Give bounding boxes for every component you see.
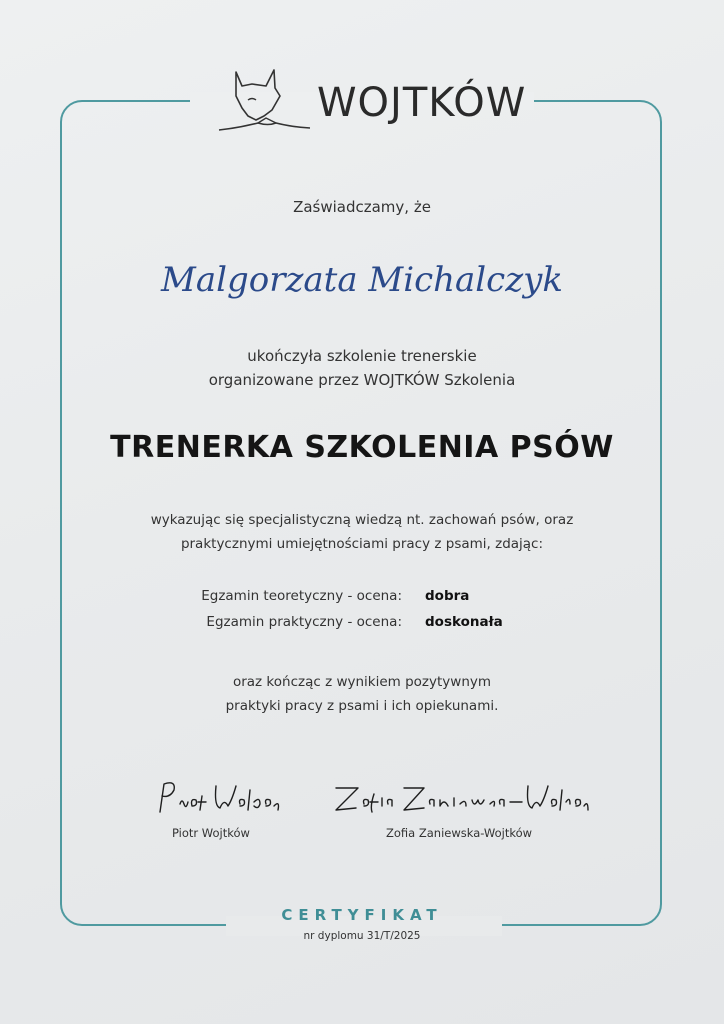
signatory-name: Zofia Zaniewska-Wojtków [386,826,533,840]
diploma-number: nr dyplomu 31/T/2025 [303,930,421,942]
exam-row [0,614,724,640]
description-line: wykazując się specjalistyczną wiedzą nt. zachowań psów, oraz [150,512,574,528]
certificate-heading: CERTYFIKAT [281,906,443,924]
practice-line: praktyki pracy z psami i ich opiekunami. [225,698,499,714]
brand-logo [218,66,527,136]
signatory-name: Piotr Wojtków [172,826,250,840]
practice-line: oraz kończąc z wynikiem pozytywnym [232,674,492,690]
completion-line: organizowane przez WOJTKÓW Szkolenia [208,371,516,389]
exam-label: Egzamin praktyczny - ocena: [206,614,402,630]
description-line: praktycznymi umiejętnościami pracy z psami, zdając: [180,536,544,552]
fox-reading-icon [218,66,314,136]
exam-grade: doskonała [425,614,503,630]
certificate-title: TRENERKA SZKOLENIA PSÓW [110,430,614,465]
completion-line: ukończyła szkolenie trenerskie [247,347,477,365]
exam-results [0,588,724,640]
exam-row [0,588,724,614]
completion-statement [0,344,724,392]
exam-grade: dobra [425,588,470,604]
exam-label: Egzamin teoretyczny - ocena: [201,588,402,604]
signature-zofia [330,776,590,820]
skills-description [0,508,724,556]
brand-wordmark: WOJTKÓW [317,80,527,126]
intro-text: Zaświadczamy, że [293,198,431,216]
signature-piotr [150,776,290,820]
practice-statement [0,670,724,718]
recipient-name: Malgorzata Michalczyk [161,260,563,300]
